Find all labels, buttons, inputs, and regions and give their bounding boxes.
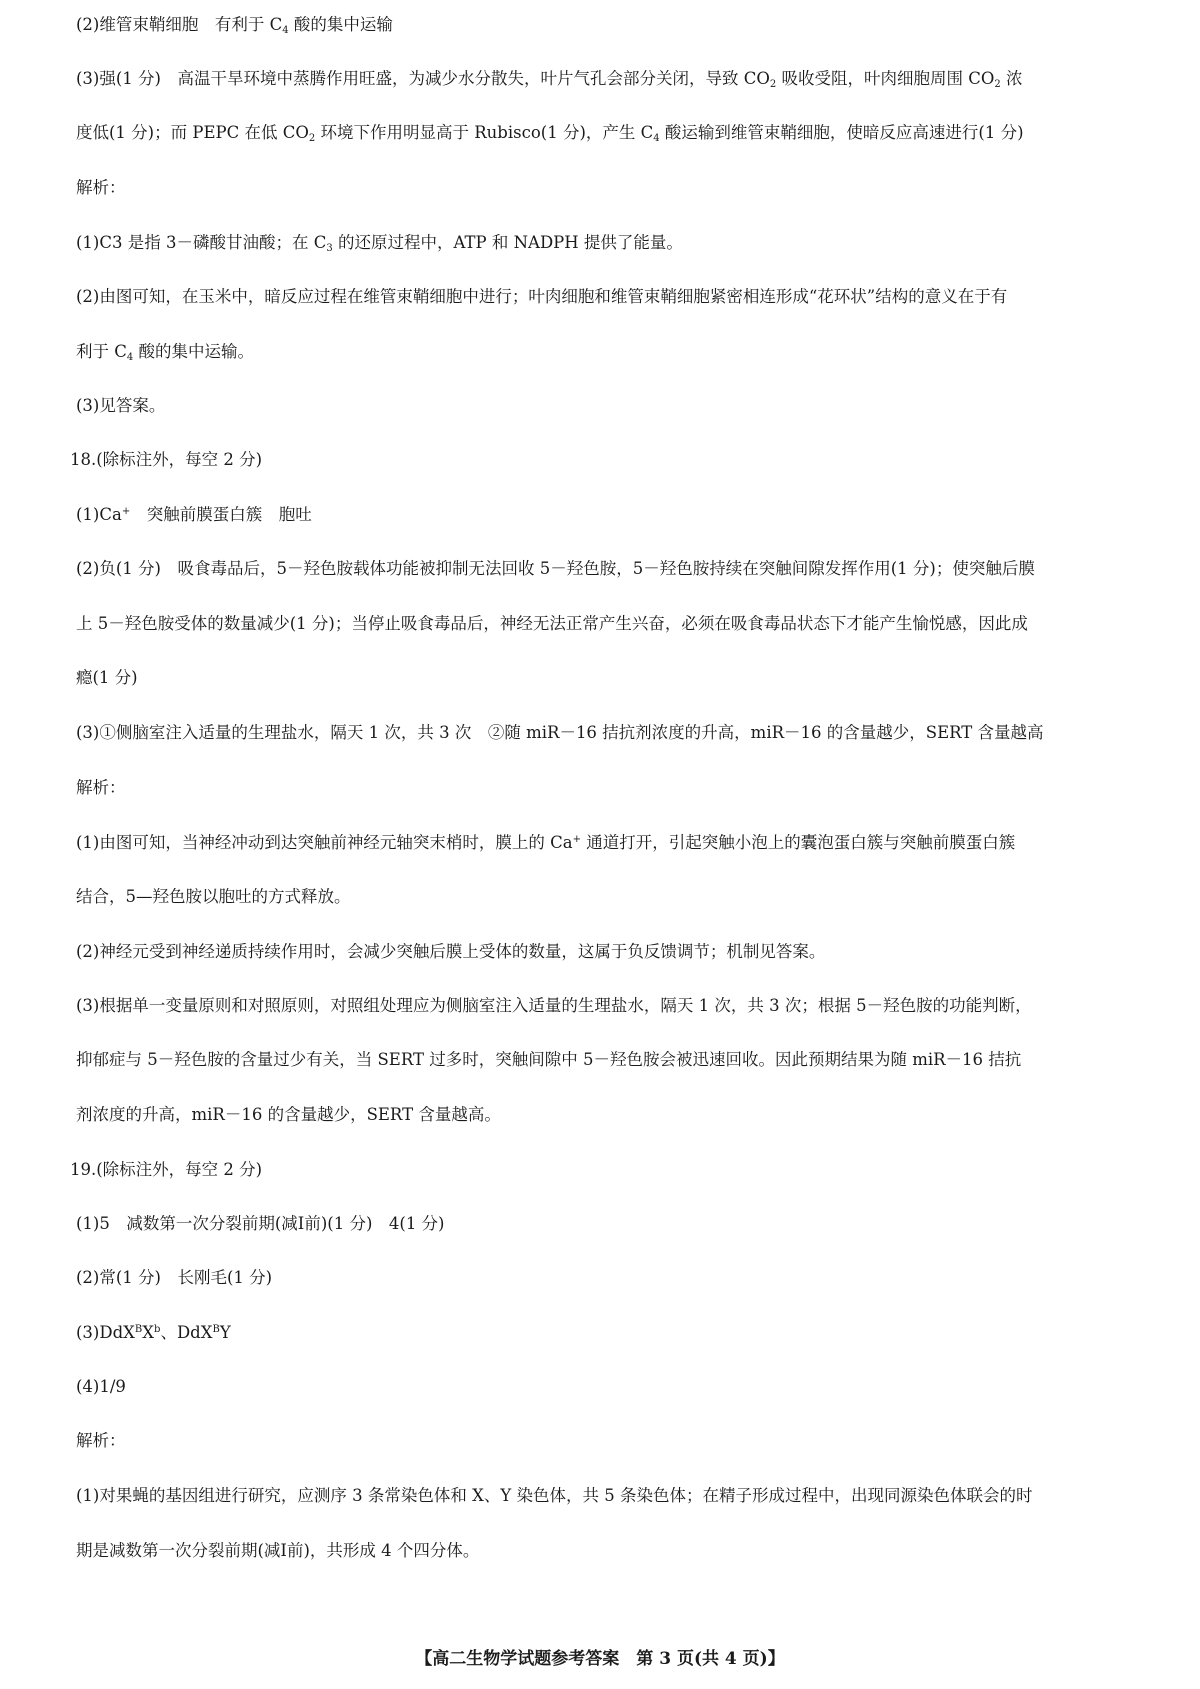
q17-explanation-3: (3)见答案。: [76, 396, 166, 415]
q18-explanation-3-line-2: 抑郁症与 5－羟色胺的含量过少有关，当 SERT 过多时，突触间隙中 5－羟色胺会被迅速回收。因此预期结果为随 miR－16 拮抗: [76, 1050, 1022, 1069]
q17-answer-2: (2)维管束鞘细胞 有利于 $C_4$ 酸的集中运输: [76, 15, 393, 36]
q19-answer-3: $(3)DdX^BX^b$、DdX$^B$Y: [76, 1323, 231, 1342]
q18-explanation-2: (2)神经元受到神经递质持续作用时，会减少突触后膜上受体的数量，这属于负反馈调节；机制见答案。: [76, 942, 826, 961]
q18-explanation-1-line-1: (1)由图可知，当神经冲动到达突触前神经元轴突末梢时，膜上的 Ca+ 通道打开，引起突触小泡上的囊泡蛋白簇与突触前膜蛋白簇: [76, 833, 1016, 852]
q17-answer-3-line-2: 度低(1 分)；而 PEPC 在低 $CO_2$ 环境下作用明显高于 Rubisco(1 分)，产生 $C_4$ 酸运输到维管束鞘细胞，使暗反应高速进行(1 分): [76, 123, 1024, 144]
q18-answer-2-line-1: (2)负(1 分) 吸食毒品后，5－羟色胺载体功能被抑制无法回收 5－羟色胺，5－羟色胺持续在突触间隙发挥作用(1 分)；使突触后膜: [76, 559, 1035, 578]
q19-header: 19.(除标注外，每空 2 分): [70, 1160, 263, 1179]
q19-explanation-1-line-1: (1)对果蝇的基因组进行研究，应测序 3 条常染色体和 X、Y 染色体，共 5 条染色体；在精子形成过程中，出现同源染色体联会的时: [76, 1486, 1033, 1505]
q19-answer-1: (1)5 减数第一次分裂前期(减Ⅰ前)(1 分) 4(1 分): [76, 1214, 445, 1233]
q18-explanation-1-line-2: 结合，5—羟色胺以胞吐的方式释放。: [76, 887, 351, 906]
q17-explanation-2-line-1: (2)由图可知，在玉米中，暗反应过程在维管束鞘细胞中进行；叶肉细胞和维管束鞘细胞紧密相连形成“花环状”结构的意义在于有: [76, 287, 1008, 306]
q18-answer-2-line-2: 上 5－羟色胺受体的数量减少(1 分)；当停止吸食毒品后，神经无法正常产生兴奋，必须在吸食毒品状态下才能产生愉悦感，因此成: [76, 614, 1028, 633]
q18-answer-2-line-3: 瘾(1 分): [76, 668, 138, 687]
q17-explanation-1: (1)C3 是指 3－磷酸甘油酸；在 $C_3$ 的还原过程中，ATP 和 NADPH 提供了能量。: [76, 233, 683, 254]
q18-analysis-label: 解析：: [76, 778, 126, 797]
q18-header: 18.(除标注外，每空 2 分): [70, 450, 263, 469]
q19-explanation-1-line-2: 期是减数第一次分裂前期(减Ⅰ前)，共形成 4 个四分体。: [76, 1541, 480, 1560]
q19-answer-2: (2)常(1 分) 长刚毛(1 分): [76, 1268, 273, 1287]
q18-explanation-3-line-3: 剂浓度的升高，miR－16 的含量越少，SERT 含量越高。: [76, 1105, 501, 1124]
q19-answer-4: (4)1/9: [76, 1377, 126, 1396]
q19-analysis-label: 解析：: [76, 1431, 126, 1450]
q18-answer-1: (1)Ca+ 突触前膜蛋白簇 胞吐: [76, 505, 312, 524]
q17-explanation-2-line-2: 利于 $C_4$ 酸的集中运输。: [76, 342, 254, 363]
q18-answer-3: (3)①侧脑室注入适量的生理盐水，隔天 1 次，共 3 次 ②随 miR－16 拮抗剂浓度的升高，miR－16 的含量越少，SERT 含量越高: [76, 723, 1044, 742]
q17-analysis-label: 解析：: [76, 178, 126, 197]
q17-answer-3-line-1: (3)强(1 分) 高温干旱环境中蒸腾作用旺盛，为减少水分散失，叶片气孔会部分关闭，导致 $CO_2$ 吸收受阻，叶肉细胞周围 $CO_2$ 浓: [76, 69, 1023, 90]
q18-explanation-3-line-1: (3)根据单一变量原则和对照原则，对照组处理应为侧脑室注入适量的生理盐水，隔天 1 次，共 3 次；根据 5－羟色胺的功能判断，: [76, 996, 1032, 1015]
page-footer: 【高二生物学试题参考答案 第 3 页(共 4 页)】: [415, 1649, 785, 1669]
